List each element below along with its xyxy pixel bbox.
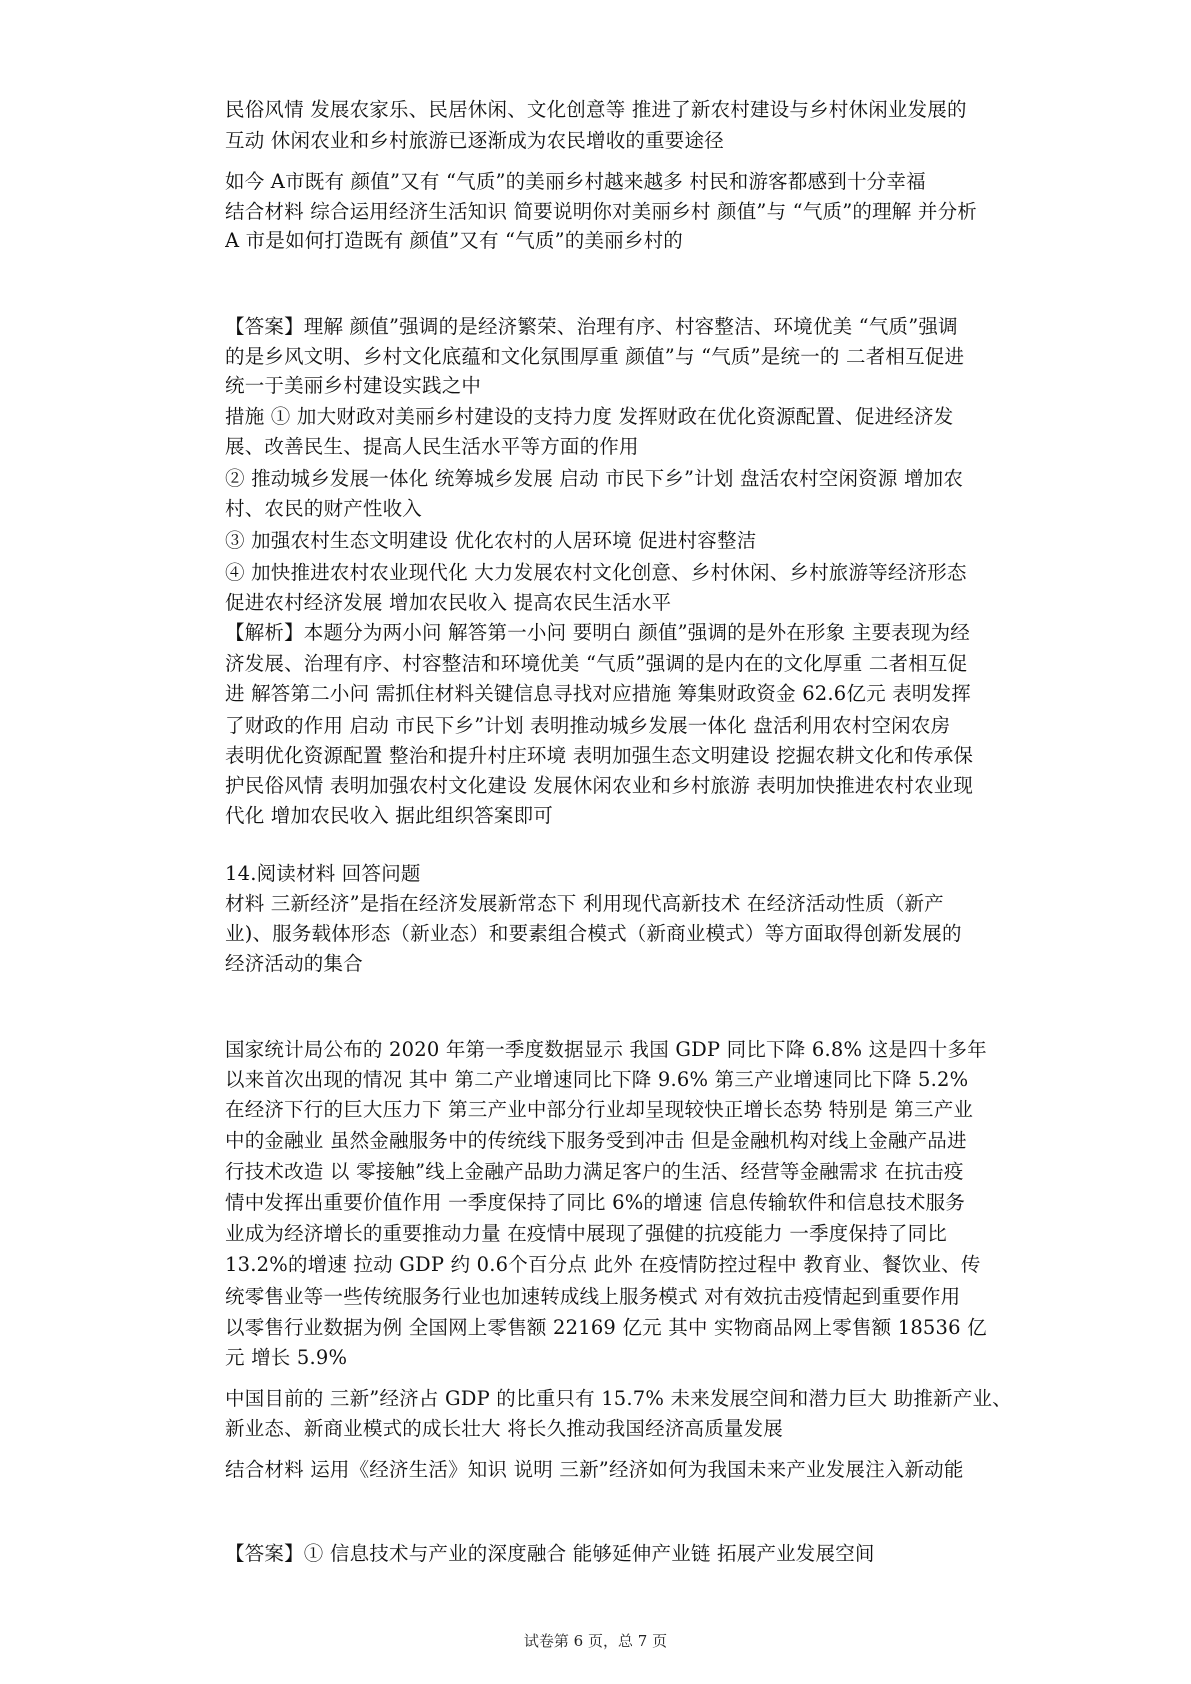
data-line: 统零售业等一些传统服务行业也加速转成线上服务模式 对有效抗击疫情起到重要作用 [225,1285,961,1308]
answer-line: ④ 加快推进农村农业现代化 大力发展农村文化创意、乡村休闲、乡村旅游等经济形态 [225,561,967,584]
answer-line: ③ 加强农村生态文明建设 优化农村的人居环境 促进村容整洁 [225,529,757,552]
data-line: 国家统计局公布的 2020 年第一季度数据显示 我国 GDP 同比下降 6.8% 这是四十多年 [225,1038,987,1061]
data-line: 以零售行业数据为例 全国网上零售额 22169 亿元 其中 实物商品网上零售额 18536 亿 [225,1316,987,1339]
text-line: 中国目前的 三新”经济占 GDP 的比重只有 15.7% 未来发展空间和潜力巨大 助推新产业、 [225,1387,1012,1410]
analysis-line: 进 解答第二小问 需抓住材料关键信息寻找对应措施 筹集财政资金 62.6亿元 表明发挥 [225,682,972,705]
analysis-line: 了财政的作用 启动 市民下乡”计划 表明推动城乡发展一体化 盘活利用农村空闲农房 [225,714,951,737]
answer-line: 的是乡风文明、乡村文化底蕴和文化氛围厚重 颜值”与 “气质”是统一的 二者相互促进 [225,345,965,368]
answer-line: 统一于美丽乡村建设实践之中 [225,374,482,397]
text-line: A 市是如何打造既有 颜值”又有 “气质”的美丽乡村的 [225,229,683,252]
answer-line: ② 推动城乡发展一体化 统筹城乡发展 启动 市民下乡”计划 盘活农村空闲资源 增加农 [225,467,964,490]
analysis-line: 代化 增加农民收入 据此组织答案即可 [225,804,553,827]
answer-line: 【答案】理解 颜值”强调的是经济繁荣、治理有序、村容整洁、环境优美 “气质”强调 [225,315,958,338]
question-prompt: 结合材料 运用《经济生活》知识 说明 三新”经济如何为我国未来产业发展注入新动能 [225,1458,964,1481]
data-line: 行技术改造 以 零接触”线上金融产品助力满足客户的生活、经营等金融需求 在抗击疫 [225,1160,964,1183]
analysis-line: 济发展、治理有序、村容整洁和环境优美 “气质”强调的是内在的文化厚重 二者相互促 [225,652,968,675]
text-line: 互动 休闲农业和乡村旅游已逐渐成为农民增收的重要途径 [225,129,724,152]
text-line: 新业态、新商业模式的成长壮大 将长久推动我国经济高质量发展 [225,1417,783,1440]
data-line: 情中发挥出重要价值作用 一季度保持了同比 6%的增速 信息传输软件和信息技术服务 [225,1191,966,1214]
question-heading: 14.阅读材料 回答问题 [225,862,421,885]
answer-line: 措施 ① 加大财政对美丽乡村建设的支持力度 发挥财政在优化资源配置、促进经济发 [225,405,954,428]
answer-line: 展、改善民生、提高人民生活水平等方面的作用 [225,435,639,458]
analysis-line: 护民俗风情 表明加强农村文化建设 发展休闲农业和乡村旅游 表明加快推进农村农业现 [225,774,974,797]
analysis-line: 【解析】本题分为两小问 解答第一小问 要明白 颜值”强调的是外在形象 主要表现为经 [225,621,970,644]
analysis-line: 表明优化资源配置 整治和提升村庄环境 表明加强生态文明建设 挖掘农耕文化和传承保 [225,744,974,767]
material-line: 材料 三新经济”是指在经济发展新常态下 利用现代高新技术 在经济活动性质（新产 [225,892,944,915]
data-line: 在经济下行的巨大压力下 第三产业中部分行业却呈现较快正增长态势 特别是 第三产业 [225,1098,974,1121]
answer-line: 【答案】① 信息技术与产业的深度融合 能够延伸产业链 拓展产业发展空间 [225,1542,875,1565]
answer-line: 村、农民的财产性收入 [225,497,423,520]
text-line: 民俗风情 发展农家乐、民居休闲、文化创意等 推进了新农村建设与乡村休闲业发展的 [225,98,967,121]
page-footer: 试卷第 6 页，总 7 页 [523,1632,668,1650]
data-line: 元 增长 5.9% [225,1346,348,1369]
data-line: 以来首次出现的情况 其中 第二产业增速同比下降 9.6% 第三产业增速同比下降 5.2% [225,1068,969,1091]
answer-line: 促进农村经济发展 增加农民收入 提高农民生活水平 [225,591,672,614]
text-line: 结合材料 综合运用经济生活知识 简要说明你对美丽乡村 颜值”与 “气质”的理解 并分析 [225,200,977,223]
text-line: 如今 A市既有 颜值”又有 “气质”的美丽乡村越来越多 村民和游客都感到十分幸福 [225,170,926,193]
material-line: 经济活动的集合 [225,952,363,975]
data-line: 业成为经济增长的重要推动力量 在疫情中展现了强健的抗疫能力 一季度保持了同比 [225,1222,947,1245]
data-line: 13.2%的增速 拉动 GDP 约 0.6个百分点 此外 在疫情防控过程中 教育业、餐饮业、传 [225,1253,981,1276]
material-line: 业)、服务载体形态（新业态）和要素组合模式（新商业模式）等方面取得创新发展的 [225,922,962,945]
data-line: 中的金融业 虽然金融服务中的传统线下服务受到冲击 但是金融机构对线上金融产品进 [225,1129,967,1152]
